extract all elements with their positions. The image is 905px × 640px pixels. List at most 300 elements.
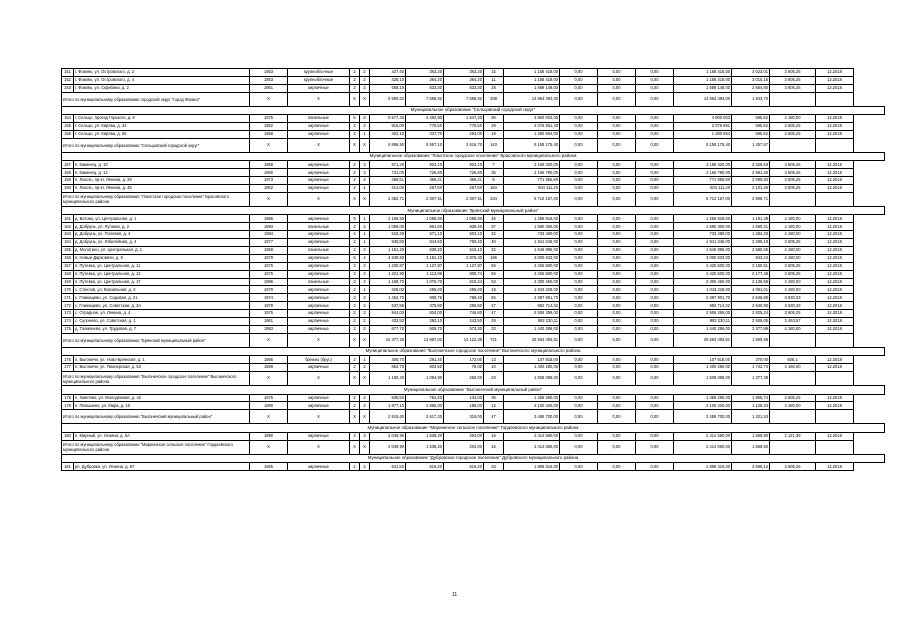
cell-build-year: 1974 [250,294,288,302]
table-row [62,246,885,254]
cell-entrances: 2 [360,84,370,92]
cell-total-cost: 1 400 280,00 [504,364,560,372]
subtotal-residential-area: 7 698,52 [444,92,484,106]
subtotal-local-share: 0,00 [636,333,674,347]
cell-row-number: 157 [62,161,74,169]
cell-total-area: 1 977,10 [370,402,406,410]
subtotal-owners-share: 1 508 098,00 [674,372,732,386]
cell-residential-area: 789,40 [444,294,484,302]
cell-wall-material: брежно (брус) [288,356,350,364]
cell-build-year: 1961 [250,84,288,92]
cell-floors: 2 [350,317,360,325]
subtotal-planned-date [816,440,854,454]
subtotal-regional-share: 0,00 [598,440,636,454]
cell-residential-area: 726,80 [444,169,484,177]
cell-total-cost: 2 506 359,00 [504,310,560,318]
subtotal-residential-area: 319,00 [444,410,484,424]
cell-build-year: 1989 [250,364,288,372]
cell-floors: 2 [350,161,360,169]
cell-planned-date: 12.2018 [816,215,854,223]
subtotal-row [62,372,885,386]
cell-planned-date: 12.2018 [816,254,854,262]
cell-fund-share: 0,00 [560,270,598,278]
subtotal-floors: X [350,440,360,454]
cell-build-year: 1979 [250,302,288,310]
cell-build-year: 1977 [250,239,288,247]
cell-build-year: 1975 [250,115,288,123]
cell-residents: 46 [484,215,504,223]
table-row [62,278,885,286]
cell-living-area: 961,60 [406,223,444,231]
cell-total-area: 618,30 [370,231,406,239]
cell-local-share: 0,00 [636,310,674,318]
subtotal-living-area: 13 987,02 [406,333,444,347]
cell-living-area: 1 076,70 [406,278,444,286]
subtotal-owners-share: 26 563 493,61 [674,333,732,347]
cell-local-share: 0,00 [636,84,674,92]
table-row [62,169,885,177]
cell-row-number: 172 [62,302,74,310]
cell-address: п. Выгоничи, ул. Пионерская, д. 53 [74,364,250,372]
subtotal-label: Итого по муниципальному образованию городской округ "город Фокино" [62,92,250,106]
cell-owners-share: 3 000 633,00 [674,254,732,262]
cell-planned-date: 12.2018 [816,246,854,254]
cell-entrances: 2 [360,76,370,84]
cell-owners-share: 1 158 418,00 [674,76,732,84]
cell-residents: 33 [484,463,504,471]
subtotal-floors: X [350,410,360,424]
cell-floors: 2 [350,69,360,77]
subtotal-regional-share: 0,00 [598,372,636,386]
subtotal-residential-area: 2 616,70 [444,138,484,152]
cell-fund-share: 0,00 [560,364,598,372]
cell-regional-share: 0,00 [598,130,636,138]
subtotal-planned-date [816,192,854,206]
cell-floors: 5 [350,115,360,123]
cell-limit-cost: 4 180,00 [770,278,816,286]
cell-total-area: 465,51 [370,177,406,185]
cell-total-area: 731,00 [370,169,406,177]
cell-limit-cost: 3 605,25 [770,76,816,84]
subtotal-wall-material: X [288,333,350,347]
cell-residents: 32 [484,231,504,239]
cell-cost-per-m2: 1 805,74 [732,394,770,402]
cell-wall-material: кирпичные [288,463,350,471]
section-title: Муниципальное образование "Сельцовский городской округ" [62,106,885,115]
cell-residential-area: 293,00 [444,130,484,138]
cell-wall-material: кирпичные [288,215,350,223]
cell-row-number: 160 [62,185,74,193]
cell-row-number: 179 [62,402,74,410]
subtotal-entrances: X [360,372,370,386]
cell-residential-area: 573,30 [444,325,484,333]
cell-row-number: 163 [62,231,74,239]
table-row [62,294,885,302]
cell-residential-area: 633,30 [444,84,484,92]
cell-total-area: 2 159,59 [370,215,406,223]
subtotal-living-area: 7 698,52 [406,92,444,106]
cell-owners-share: 733 480,00 [674,231,732,239]
cell-residents: 8 [484,177,504,185]
cell-regional-share: 0,00 [598,325,636,333]
cell-living-area: 803,50 [406,364,444,372]
subtotal-residents: 16 [484,440,504,454]
subtotal-total-cost: 1 508 098,00 [504,372,560,386]
cell-fund-share: 0,00 [560,310,598,318]
cell-limit-cost: 3 605,25 [770,239,816,247]
cell-build-year: 1986 [250,356,288,364]
cell-wall-material: кирпичные [288,394,350,402]
cell-living-area: 1 127,87 [406,262,444,270]
cell-planned-date: 12.2018 [816,177,854,185]
subtotal-local-share: 0,00 [636,192,674,206]
cell-residential-area: 243,50 [444,317,484,325]
cell-cost-per-m2: 2 640,90 [732,302,770,310]
cell-row-number: 168 [62,270,74,278]
subtotal-cost-per-m2: 1 321,53 [732,410,770,424]
cell-cost-per-m2: 3 429,63 [732,161,770,169]
cell-limit-cost: 3 605,25 [770,123,816,131]
cell-entrances: 3 [360,402,370,410]
cell-entrances: 2 [360,262,370,270]
cell-wall-material: кирпичные [288,270,350,278]
cell-regional-share: 0,00 [598,317,636,325]
subtotal-residential-area: 204,00 [444,440,484,454]
cell-fund-share: 0,00 [560,325,598,333]
subtotal-row [62,92,885,106]
subtotal-planned-date [816,372,854,386]
cell-limit-cost: 3 605,25 [770,169,816,177]
cell-limit-cost: 3 630,33 [770,302,816,310]
subtotal-fund-share: 0,00 [560,440,598,454]
cell-row-number: 176 [62,356,74,364]
cell-limit-cost: 3 605,25 [770,69,816,77]
table-row [62,394,885,402]
cell-build-year: 1968 [250,246,288,254]
cell-living-area: 726,80 [406,169,444,177]
cell-residential-area: 908,74 [444,270,484,278]
cell-total-cost: 604 111,20 [504,185,560,193]
cell-owners-share: 1 400 280,00 [674,364,732,372]
subtotal-floors: X [350,333,360,347]
subtotal-total-area: 6 590,62 [370,92,406,106]
cell-local-share: 0,00 [636,394,674,402]
cell-entrances: 2 [360,364,370,372]
cell-wall-material: кирпичные [288,177,350,185]
cell-floors: 5 [350,215,360,223]
table-row [62,161,885,169]
subtotal-wall-material: X [288,372,350,386]
cell-address: д. Добрунь, ул. Юбилейная, д. 4 [74,239,250,247]
cell-planned-date: 12.2018 [816,278,854,286]
cell-planned-date: 12.2018 [816,317,854,325]
cell-owners-share: 1 898 316,00 [674,463,732,471]
table-row [62,76,885,84]
cell-residential-area: 78,00 [444,364,484,372]
cell-wall-material: кирпичные [288,402,350,410]
subtotal-residents: 47 [484,410,504,424]
cell-row-number: 153 [62,84,74,92]
cell-living-area: 392,10 [406,317,444,325]
cell-build-year: 1975 [250,310,288,318]
cell-floors: 2 [350,364,360,372]
subtotal-entrances: X [360,440,370,454]
cell-address: г. Фокино, ул. Скрибина, д. 2 [74,84,250,92]
cell-owners-share: 2 506 359,00 [674,310,732,318]
subtotal-residential-area: 2 307,61 [444,192,484,206]
cell-cost-per-m2: 2 298,18 [732,239,770,247]
cell-entrances: 2 [360,463,370,471]
subtotal-cost-per-m2: 1 457,57 [732,138,770,152]
cell-regional-share: 0,00 [598,356,636,364]
cell-total-cost: 982 230,11 [504,317,560,325]
cell-residents: 184 [484,185,504,193]
section-title: Муниципальное образование "Мирнинское сельское поселение" Гордеевского муниципального района [62,424,885,433]
cell-limit-cost: 3 605,25 [770,310,816,318]
cell-planned-date: 12.2018 [816,310,854,318]
cell-residents: 40 [484,239,504,247]
subtotal-build-year: X [250,333,288,347]
cell-regional-share: 0,00 [598,294,636,302]
cell-row-number: 156 [62,130,74,138]
cell-address: г. Сельцо, ул. Кирова, д. 55 [74,130,250,138]
subtotal-total-cost: 2 414 660,00 [504,440,560,454]
table-row [62,69,885,77]
cell-entrances: 2 [360,278,370,286]
cell-total-cost: 1 580 300,00 [504,223,560,231]
cell-floors: 3 [350,294,360,302]
table-row [62,223,885,231]
subtotal-entrances: X [360,192,370,206]
cell-planned-date: 12.2018 [816,161,854,169]
cell-regional-share: 0,00 [598,463,636,471]
cell-fund-share: 0,00 [560,262,598,270]
cell-address: г. Сельцо, ул. Кирова, д. 32 [74,123,250,131]
cell-wall-material: кирпичные [288,254,350,262]
cell-address: д. Молотино, ул. Центральная, д. 1 [74,246,250,254]
cell-living-area: 844,60 [406,239,444,247]
cell-owners-share: 1 941 046,00 [674,239,732,247]
cell-residential-area: 776,50 [444,123,484,131]
cell-wall-material: кирпичные [288,169,350,177]
cell-limit-cost: 4 180,00 [770,215,816,223]
cell-owners-share: 3 169 320,00 [674,161,732,169]
cell-build-year: 1973 [250,177,288,185]
cell-row-number: 171 [62,294,74,302]
subtotal-cost-per-m2: 1 909,58 [732,333,770,347]
cell-total-area: 2 049,90 [370,432,406,440]
cell-address: п. Каменец, д. 12 [74,169,250,177]
cell-regional-share: 0,00 [598,185,636,193]
cell-row-number: 170 [62,286,74,294]
cell-build-year: 1952 [250,123,288,131]
cell-residents: 27 [484,302,504,310]
cell-entrances: 2 [360,223,370,231]
cell-owners-share: 982 230,11 [674,317,732,325]
cell-limit-cost: 4 180,00 [770,364,816,372]
section-title: Муниципальное образование "Выгоничское городское поселение" Выгоничского муниципального района [62,347,885,356]
subtotal-regional-share: 0,00 [598,138,636,152]
cell-build-year: 1953 [250,69,288,77]
cell-wall-material: крупноблочные [288,76,350,84]
cell-floors: 2 [350,325,360,333]
cell-local-share: 0,00 [636,270,674,278]
cell-owners-share: 992 714,32 [674,302,732,310]
cell-total-cost: 2 387 901,70 [504,294,560,302]
subtotal-total-area: 2 482,71 [370,192,406,206]
cell-cost-per-m2: 596,82 [732,115,770,123]
section-title: Муниципальное образование "Локотское городское поселение" Брасовского муниципального района [62,152,885,161]
cell-limit-cost: 4 180,00 [770,115,816,123]
cell-planned-date: 12.2018 [816,130,854,138]
cell-floors: 2 [350,84,360,92]
cell-floors: 2 [350,177,360,185]
cell-wall-material: панельные [288,115,350,123]
cell-total-cost: 1 689 148,00 [504,84,560,92]
cell-wall-material: кирпичные [288,231,350,239]
table-row [62,177,885,185]
cell-local-share: 0,00 [636,231,674,239]
cell-owners-share: 4 800 003 [674,115,732,123]
cell-total-cost: 992 714,32 [504,302,560,310]
cell-cost-per-m2: 2 580,65 [732,246,770,254]
subtotal-label: Итого по муниципальному образованию "Локотское городское поселение" Брасовского муниципального района [62,192,250,206]
subtotal-build-year: X [250,372,288,386]
cell-address: п. Путевка, ул. Центральная, д. 12 [74,270,250,278]
cell-residential-area: 185,00 [444,402,484,410]
subtotal-label: Итого по муниципальному образованию "Сельцовский городской округ" [62,138,250,152]
cell-fund-share: 0,00 [560,286,598,294]
cell-living-area: 369,21 [406,177,444,185]
cell-total-cost: 1 646 996,00 [504,246,560,254]
table-row [62,115,885,123]
cell-entrances: 1 [360,215,370,223]
cell-planned-date: 12.2018 [816,463,854,471]
cell-floors: 2 [350,402,360,410]
cell-total-area: 1 221,90 [370,270,406,278]
cell-local-share: 0,00 [636,286,674,294]
cell-entrances: 2 [360,302,370,310]
table-row [62,432,885,440]
cell-local-share: 0,00 [636,317,674,325]
cell-regional-share: 0,00 [598,69,636,77]
cell-fund-share: 0,00 [560,169,598,177]
subtotal-limit-cost [770,333,816,347]
subtotal-total-cost: 26 563 493,61 [504,333,560,347]
cell-residential-area: 286,80 [444,302,484,310]
cell-address: п. Новые Дарковичи, д. 9 [74,254,250,262]
cell-total-cost: 771 955,80 [504,177,560,185]
cell-local-share: 0,00 [636,463,674,471]
cell-row-number: 173 [62,310,74,318]
cell-address: п. Путевка, ул. Центральная, д. 17 [74,278,250,286]
table-row [62,215,885,223]
cell-cost-per-m2: 2 505,05 [732,317,770,325]
cell-build-year: 1958 [250,161,288,169]
cell-total-area: 944,00 [370,310,406,318]
cell-local-share: 0,00 [636,169,674,177]
cell-cost-per-m2: 596,82 [732,123,770,131]
cell-residents: 56 [484,270,504,278]
cell-total-area: 432,50 [370,317,406,325]
cell-total-cost: 1 941 046,00 [504,239,560,247]
cell-residential-area: 2 878,40 [444,254,484,262]
cell-living-area: 364,20 [406,76,444,84]
cell-regional-share: 0,00 [598,432,636,440]
table-row [62,302,885,310]
cell-living-area: 908,76 [406,294,444,302]
cell-build-year: 1953 [250,76,288,84]
section-title: Муниципальное образование "Выгоничский муниципальный район" [62,386,885,395]
cell-living-area: 638,20 [406,246,444,254]
cell-total-area: 940,80 [370,239,406,247]
cell-residents: 18 [484,286,504,294]
cell-fund-share: 0,00 [560,254,598,262]
cell-owners-share: 2 100 420,00 [674,402,732,410]
cell-total-cost: 2 414 660,00 [504,432,560,440]
subtotal-build-year: X [250,138,288,152]
cell-floors: 2 [350,239,360,247]
cell-cost-per-m2: 2 136,58 [732,278,770,286]
subtotal-total-area: 1 160,40 [370,372,406,386]
cell-fund-share: 0,00 [560,278,598,286]
cell-floors: 5 [350,254,360,262]
subtotal-regional-share: 0,00 [598,410,636,424]
cell-row-number: 169 [62,278,74,286]
cell-cost-per-m2: 2 981,26 [732,169,770,177]
cell-fund-share: 0,00 [560,356,598,364]
cell-planned-date: 12.2018 [816,325,854,333]
cell-living-area: 1 055,00 [406,215,444,223]
cell-regional-share: 0,00 [598,231,636,239]
cell-cost-per-m2: 2 825,24 [732,310,770,318]
cell-total-cost: 1 256 918,00 [504,215,560,223]
cell-floors: 2 [350,286,360,294]
subtotal-planned-date [816,410,854,424]
cell-residents: 18 [484,130,504,138]
cell-address: п. Локоть, пр-кт. Ленина, д. 45 [74,185,250,193]
cell-floors: 2 [350,130,360,138]
cell-regional-share: 0,00 [598,394,636,402]
cell-entrances: 1 [360,356,370,364]
subtotal-floors: X [350,372,360,386]
cell-limit-cost: 3 605,25 [770,394,816,402]
cell-total-area: 971,30 [370,161,406,169]
cell-fund-share: 0,00 [560,246,598,254]
cell-total-area: 537,95 [370,302,406,310]
cell-residential-area: 1 055,00 [444,215,484,223]
cell-residents: 10 [484,364,504,372]
cell-fund-share: 0,00 [560,432,598,440]
cell-owners-share: 1 043 228,00 [674,286,732,294]
subtotal-living-area: 1 538,20 [406,440,444,454]
subtotal-fund-share: 0,00 [560,92,598,106]
cell-entrances: 1 [360,239,370,247]
cell-row-number: 164 [62,239,74,247]
cell-total-cost: 3 169 320,00 [504,161,560,169]
cell-fund-share: 0,00 [560,69,598,77]
cell-living-area: 633,30 [406,84,444,92]
cell-cost-per-m2: 2 646,80 [732,294,770,302]
cell-total-area: 1 452,70 [370,294,406,302]
section-header-row [62,106,885,115]
cell-living-area: 337,70 [406,130,444,138]
cell-total-area: 853,70 [370,364,406,372]
subtotal-row [62,410,885,424]
cell-wall-material: кирпичные [288,364,350,372]
cell-cost-per-m2: 1 284,33 [732,231,770,239]
cell-residents: 7 [484,161,504,169]
